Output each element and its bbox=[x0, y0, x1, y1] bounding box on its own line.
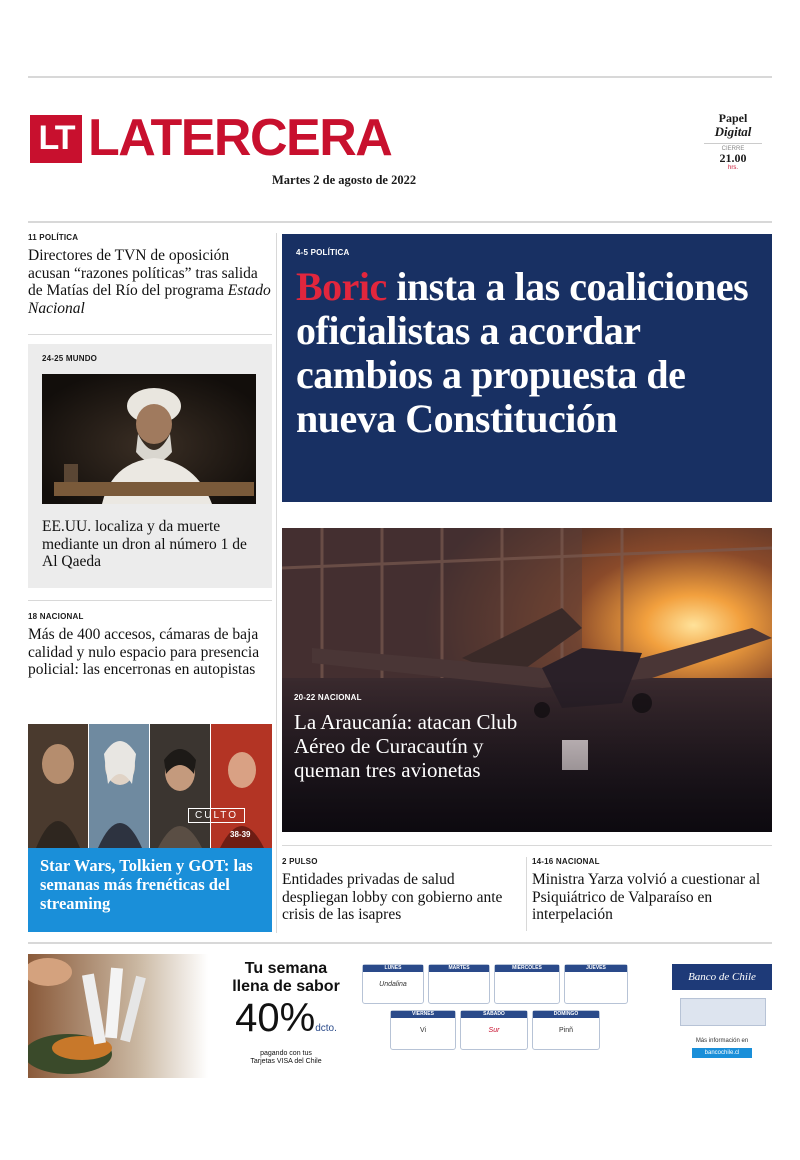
ad-food-photo bbox=[28, 954, 208, 1078]
banco-chile-ad[interactable] bbox=[28, 954, 772, 1078]
culto-headline-band bbox=[28, 848, 272, 932]
photo-story-araucania[interactable] bbox=[282, 528, 772, 832]
divider bbox=[28, 334, 272, 335]
masthead bbox=[28, 109, 772, 192]
culto-badge: CULTO bbox=[188, 808, 245, 823]
ad-day-card: SÁBADO Sur bbox=[460, 1010, 528, 1050]
photo-story-text bbox=[294, 693, 594, 782]
edition-date: Martes 2 de agosto de 2022 bbox=[272, 173, 417, 187]
story-kicker: 18 NACIONAL bbox=[28, 612, 84, 621]
ad-rule bbox=[28, 942, 772, 944]
story-tvn[interactable] bbox=[28, 233, 272, 317]
top-rule bbox=[28, 76, 772, 78]
logo-wordmark[interactable]: LATERCERA bbox=[88, 109, 392, 167]
papel-label: Papel bbox=[718, 111, 748, 125]
ad-payment2: Tarjetas VISA del Chile bbox=[250, 1058, 322, 1065]
photo-story-kicker: 20-22 NACIONAL bbox=[294, 693, 362, 702]
column-rule bbox=[526, 857, 527, 931]
story-headline: Más de 400 accesos, cámaras de baja calidad y nulo espacio para presencia policial: las encerronas en autopistas bbox=[28, 626, 260, 678]
story-kicker: 14-16 NACIONAL bbox=[532, 857, 600, 866]
story-encerronas[interactable] bbox=[28, 612, 272, 679]
story-headline: Entidades privadas de salud despliegan lobby con gobierno ante crisis de las isapres bbox=[282, 871, 503, 923]
masthead-rule bbox=[28, 221, 772, 223]
lead-kicker: 4-5 POLÍTICA bbox=[296, 248, 350, 257]
ad-day-card: LUNES Undalina bbox=[362, 964, 424, 1004]
digital-label: Digital bbox=[714, 124, 752, 139]
ad-food-art bbox=[28, 954, 208, 1078]
story-kicker: 2 PULSO bbox=[282, 857, 318, 866]
ad-day-card: JUEVES bbox=[564, 964, 628, 1004]
story-isapres[interactable] bbox=[282, 857, 522, 924]
photo-story-headline: La Araucanía: atacan Club Aéreo de Curacautín y queman tres avionetas bbox=[294, 710, 518, 782]
story-al-qaeda[interactable] bbox=[28, 344, 272, 588]
card-images bbox=[680, 998, 766, 1026]
al-qaeda-photo bbox=[42, 374, 256, 504]
lead-headline: Boric insta a las coaliciones oficialistas a acordar cambios a propuesta de nueva Constitución bbox=[296, 264, 749, 441]
column-rule bbox=[276, 233, 277, 933]
ad-line2: llena de sabor bbox=[232, 978, 340, 995]
cierre-time: 21.00 bbox=[719, 151, 747, 165]
divider bbox=[282, 845, 772, 846]
bank-logo: Banco de Chile bbox=[672, 964, 772, 990]
ad-headline bbox=[216, 960, 356, 1066]
ad-line1: Tu semana bbox=[244, 960, 328, 977]
bank-info: Más información en bbox=[695, 1038, 749, 1044]
cierre-unit: hrs. bbox=[727, 165, 738, 171]
papel-digital-badge[interactable] bbox=[704, 112, 762, 184]
ad-payment1: pagando con tus bbox=[260, 1050, 312, 1057]
ad-day-card: MIÉRCOLES bbox=[494, 964, 560, 1004]
cierre-label: CIERRE bbox=[704, 143, 762, 152]
culto-block[interactable] bbox=[28, 724, 272, 932]
ad-day-card: DOMINGO Pinñ bbox=[532, 1010, 600, 1050]
ad-day-card: MARTES bbox=[428, 964, 490, 1004]
culto-headline: Star Wars, Tolkien y GOT: las semanas más frenéticas del streaming bbox=[40, 856, 253, 913]
bank-url[interactable]: bancochile.cl bbox=[692, 1048, 752, 1058]
culto-pages: 38-39 bbox=[230, 830, 251, 839]
culto-photo-strip bbox=[28, 724, 272, 848]
lead-story[interactable] bbox=[282, 234, 772, 502]
ad-discount: 40%dcto. bbox=[235, 996, 337, 1040]
story-headline: Directores de TVN de oposición acusan “razones políticas” tras salida de Matías del Río del programa Estado Nacional bbox=[28, 247, 271, 317]
story-kicker: 24-25 MUNDO bbox=[42, 354, 98, 363]
story-kicker: 11 POLÍTICA bbox=[28, 233, 79, 242]
al-qaeda-photo-art bbox=[42, 374, 256, 504]
hangar-fire-photo bbox=[282, 528, 772, 832]
story-headline: Ministra Yarza volvió a cuestionar al Psiquiátrico de Valparaíso en interpelación bbox=[532, 871, 761, 923]
ad-day-card: VIERNES Vi bbox=[390, 1010, 456, 1050]
logo-initials[interactable]: LT bbox=[30, 115, 82, 163]
story-headline: EE.UU. localiza y da muerte mediante un dron al número 1 de Al Qaeda bbox=[42, 518, 247, 570]
story-yarza[interactable] bbox=[532, 857, 772, 924]
divider bbox=[28, 600, 272, 601]
